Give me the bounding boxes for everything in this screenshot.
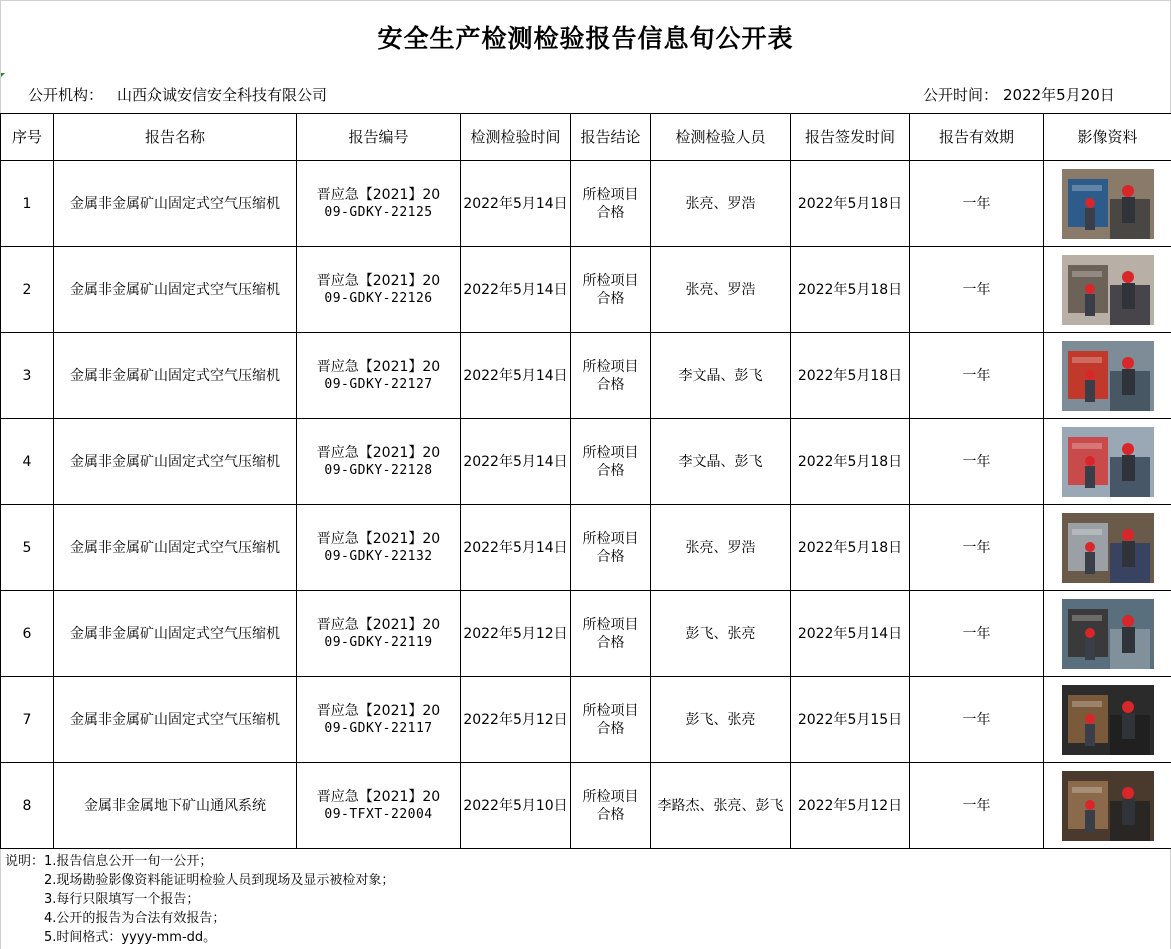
cell-no: 8 bbox=[1, 763, 54, 849]
report-code-line2: 09-GDKY-22125 bbox=[324, 204, 433, 220]
cell-report-name: 金属非金属矿山固定式空气压缩机 bbox=[54, 333, 297, 419]
cell-test-date: 2022年5月12日 bbox=[461, 591, 571, 677]
cell-photo bbox=[1044, 763, 1171, 849]
cell-report-code bbox=[297, 419, 461, 505]
cell-report-code bbox=[297, 763, 461, 849]
result-line2: 合格 bbox=[596, 806, 625, 823]
report-code-line2: 09-GDKY-22119 bbox=[324, 634, 433, 650]
table-row bbox=[1, 591, 1171, 677]
cell-no: 3 bbox=[1, 333, 54, 419]
report-code-line2: 09-TFXT-22004 bbox=[324, 806, 433, 822]
header-result: 报告结论 bbox=[571, 114, 651, 161]
cell-issue-date: 2022年5月18日 bbox=[791, 419, 910, 505]
cell-no: 7 bbox=[1, 677, 54, 763]
page-title: 安全生产检测检验报告信息旬公开表 bbox=[377, 24, 794, 53]
result-line1: 所检项目 bbox=[582, 530, 639, 547]
header-photo: 影像资料 bbox=[1044, 114, 1171, 161]
site-photo-image[interactable] bbox=[1062, 599, 1154, 669]
report-code-line2: 09-GDKY-22127 bbox=[324, 376, 433, 392]
site-photo-image[interactable] bbox=[1062, 513, 1154, 583]
site-photo-image[interactable] bbox=[1062, 255, 1154, 325]
org-name: 山西众诚安信安全科技有限公司 bbox=[117, 86, 328, 104]
report-code-line2: 09-GDKY-22126 bbox=[324, 290, 433, 306]
cell-inspectors: 李文晶、彭飞 bbox=[651, 419, 791, 505]
result-line2: 合格 bbox=[596, 290, 625, 307]
cell-report-code bbox=[297, 247, 461, 333]
cell-result bbox=[571, 763, 651, 849]
report-code-line1: 晋应急【2021】20 bbox=[316, 702, 441, 719]
site-photo-image[interactable] bbox=[1062, 427, 1154, 497]
cell-result bbox=[571, 677, 651, 763]
cell-test-date: 2022年5月14日 bbox=[461, 505, 571, 591]
cell-test-date: 2022年5月10日 bbox=[461, 763, 571, 849]
cell-result bbox=[571, 247, 651, 333]
cell-no: 2 bbox=[1, 247, 54, 333]
result-line1: 所检项目 bbox=[582, 788, 639, 805]
table-row bbox=[1, 161, 1171, 247]
cell-inspectors: 李路杰、张亮、彭飞 bbox=[651, 763, 791, 849]
result-line1: 所检项目 bbox=[582, 616, 639, 633]
cell-issue-date: 2022年5月18日 bbox=[791, 505, 910, 591]
cell-photo bbox=[1044, 591, 1171, 677]
cell-no: 5 bbox=[1, 505, 54, 591]
result-line2: 合格 bbox=[596, 720, 625, 737]
cell-report-name: 金属非金属地下矿山通风系统 bbox=[54, 763, 297, 849]
cell-no: 4 bbox=[1, 419, 54, 505]
cell-result bbox=[571, 419, 651, 505]
cell-validity: 一年 bbox=[910, 247, 1044, 333]
cell-report-name: 金属非金属矿山固定式空气压缩机 bbox=[54, 419, 297, 505]
cell-issue-date: 2022年5月14日 bbox=[791, 591, 910, 677]
cell-test-date: 2022年5月14日 bbox=[461, 419, 571, 505]
report-code-line2: 09-GDKY-22117 bbox=[324, 720, 433, 736]
cell-report-code bbox=[297, 333, 461, 419]
cell-photo bbox=[1044, 247, 1171, 333]
result-line1: 所检项目 bbox=[582, 272, 639, 289]
site-photo-image[interactable] bbox=[1062, 771, 1154, 841]
report-code-line1: 晋应急【2021】20 bbox=[316, 444, 441, 461]
header-inspectors: 检测检验人员 bbox=[651, 114, 791, 161]
cell-issue-date: 2022年5月18日 bbox=[791, 161, 910, 247]
cell-report-name: 金属非金属矿山固定式空气压缩机 bbox=[54, 161, 297, 247]
note-line: 3.每行只限填写一个报告； bbox=[44, 892, 200, 907]
report-code-line1: 晋应急【2021】20 bbox=[316, 530, 441, 547]
cell-issue-date: 2022年5月18日 bbox=[791, 333, 910, 419]
cell-inspectors: 李文晶、彭飞 bbox=[651, 333, 791, 419]
org-label: 公开机构： bbox=[28, 86, 104, 104]
site-photo-image[interactable] bbox=[1062, 169, 1154, 239]
result-line2: 合格 bbox=[596, 204, 625, 221]
cell-result bbox=[571, 591, 651, 677]
cell-result bbox=[571, 161, 651, 247]
cell-report-name: 金属非金属矿山固定式空气压缩机 bbox=[54, 505, 297, 591]
header-name: 报告名称 bbox=[54, 114, 297, 161]
result-line2: 合格 bbox=[596, 462, 625, 479]
cell-test-date: 2022年5月14日 bbox=[461, 161, 571, 247]
header-no: 序号 bbox=[1, 114, 54, 161]
report-code-line1: 晋应急【2021】20 bbox=[316, 616, 441, 633]
cell-photo bbox=[1044, 161, 1171, 247]
result-line2: 合格 bbox=[596, 634, 625, 651]
header-issue-date: 报告签发时间 bbox=[791, 114, 910, 161]
report-code-line1: 晋应急【2021】20 bbox=[316, 358, 441, 375]
report-table bbox=[0, 113, 1171, 849]
result-line1: 所检项目 bbox=[582, 358, 639, 375]
cell-no: 1 bbox=[1, 161, 54, 247]
cell-report-name: 金属非金属矿山固定式空气压缩机 bbox=[54, 247, 297, 333]
cell-issue-date: 2022年5月12日 bbox=[791, 763, 910, 849]
cell-inspectors: 张亮、罗浩 bbox=[651, 505, 791, 591]
cell-report-name: 金属非金属矿山固定式空气压缩机 bbox=[54, 677, 297, 763]
cell-report-code bbox=[297, 677, 461, 763]
notes-section bbox=[0, 849, 1171, 949]
cell-report-code bbox=[297, 591, 461, 677]
cell-test-date: 2022年5月12日 bbox=[461, 677, 571, 763]
org-info-row bbox=[0, 73, 1171, 113]
result-line1: 所检项目 bbox=[582, 702, 639, 719]
table-row bbox=[1, 505, 1171, 591]
cell-photo bbox=[1044, 333, 1171, 419]
result-line1: 所检项目 bbox=[582, 444, 639, 461]
cell-inspectors: 张亮、罗浩 bbox=[651, 247, 791, 333]
note-line: 4.公开的报告为合法有效报告； bbox=[44, 911, 226, 926]
cell-report-name: 金属非金属矿山固定式空气压缩机 bbox=[54, 591, 297, 677]
title-bar bbox=[0, 0, 1171, 73]
note-line: 5.时间格式：yyyy-mm-dd。 bbox=[44, 930, 217, 945]
cell-validity: 一年 bbox=[910, 333, 1044, 419]
table-row bbox=[1, 677, 1171, 763]
result-line2: 合格 bbox=[596, 548, 625, 565]
table-row bbox=[1, 419, 1171, 505]
table-header-row bbox=[1, 114, 1171, 161]
result-line2: 合格 bbox=[596, 376, 625, 393]
report-code-line1: 晋应急【2021】20 bbox=[316, 788, 441, 805]
cell-validity: 一年 bbox=[910, 505, 1044, 591]
cell-issue-date: 2022年5月18日 bbox=[791, 247, 910, 333]
cell-result bbox=[571, 333, 651, 419]
cell-validity: 一年 bbox=[910, 677, 1044, 763]
report-code-line2: 09-GDKY-22128 bbox=[324, 462, 433, 478]
table-row bbox=[1, 333, 1171, 419]
header-validity: 报告有效期 bbox=[910, 114, 1044, 161]
note-line: 说明：1.报告信息公开一旬一公开； bbox=[5, 854, 213, 869]
cell-validity: 一年 bbox=[910, 419, 1044, 505]
cell-issue-date: 2022年5月15日 bbox=[791, 677, 910, 763]
report-code-line1: 晋应急【2021】20 bbox=[316, 186, 441, 203]
cell-inspectors: 彭飞、张亮 bbox=[651, 591, 791, 677]
publish-label: 公开时间： bbox=[923, 86, 999, 104]
header-code: 报告编号 bbox=[297, 114, 461, 161]
cell-photo bbox=[1044, 677, 1171, 763]
cell-report-code bbox=[297, 161, 461, 247]
cell-validity: 一年 bbox=[910, 591, 1044, 677]
cell-validity: 一年 bbox=[910, 763, 1044, 849]
report-code-line1: 晋应急【2021】20 bbox=[316, 272, 441, 289]
cell-no: 6 bbox=[1, 591, 54, 677]
cell-inspectors: 彭飞、张亮 bbox=[651, 677, 791, 763]
cell-validity: 一年 bbox=[910, 161, 1044, 247]
cell-photo bbox=[1044, 419, 1171, 505]
cell-result bbox=[571, 505, 651, 591]
site-photo-image[interactable] bbox=[1062, 685, 1154, 755]
result-line1: 所检项目 bbox=[582, 186, 639, 203]
report-code-line2: 09-GDKY-22132 bbox=[324, 548, 433, 564]
cell-test-date: 2022年5月14日 bbox=[461, 333, 571, 419]
header-test-date: 检测检验时间 bbox=[461, 114, 571, 161]
publish-date: 2022年5月20日 bbox=[1003, 86, 1115, 104]
note-line: 2.现场勘验影像资料能证明检验人员到现场及显示被检对象； bbox=[44, 873, 395, 888]
cell-test-date: 2022年5月14日 bbox=[461, 247, 571, 333]
cell-report-code bbox=[297, 505, 461, 591]
table-row bbox=[1, 247, 1171, 333]
site-photo-image[interactable] bbox=[1062, 341, 1154, 411]
cell-inspectors: 张亮、罗浩 bbox=[651, 161, 791, 247]
cell-photo bbox=[1044, 505, 1171, 591]
table-row bbox=[1, 763, 1171, 849]
